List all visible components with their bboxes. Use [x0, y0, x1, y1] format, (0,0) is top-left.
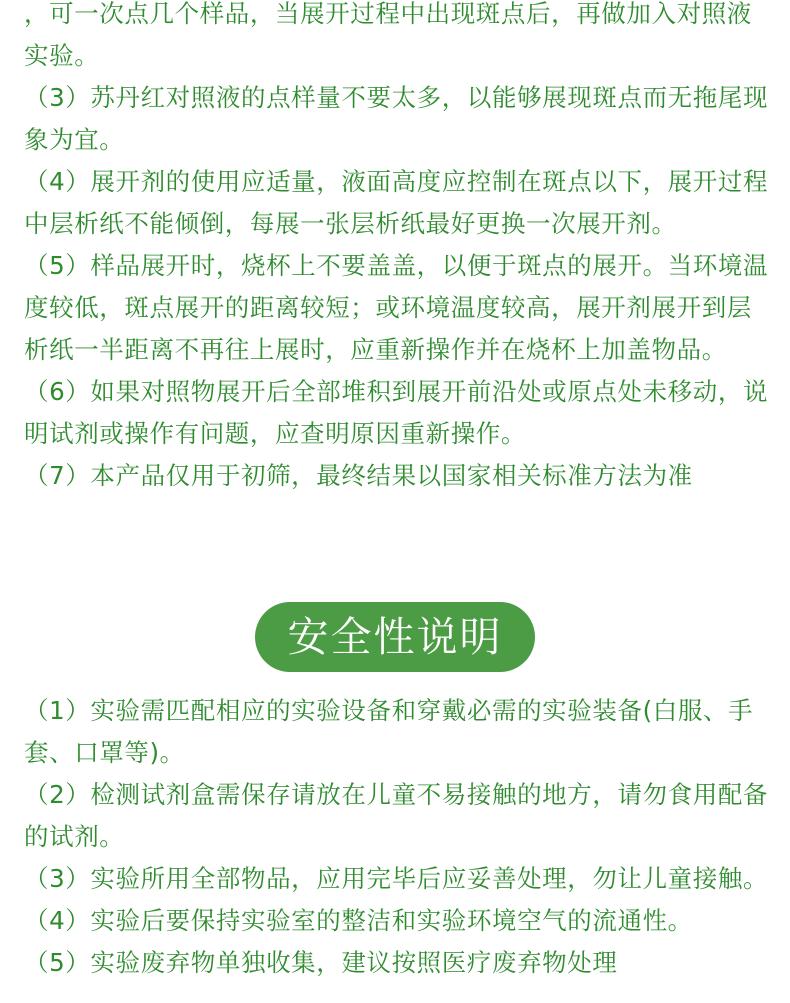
usage-notes-section	[24, 0, 776, 497]
safety-section	[24, 690, 776, 984]
note-paragraph: （5）样品展开时，烧杯上不要盖盖，以便于斑点的展开。当环境温度较低，斑点展开的距离较短；或环境温度较高，展开剂展开到层析纸一半距离不再往上展时，应重新操作并在烧杯上加盖物品。	[24, 251, 769, 364]
safety-paragraph: （5）实验废弃物单独收集，建议按照医疗废弃物处理	[24, 948, 618, 977]
safety-paragraph: （2）检测试剂盒需保存请放在儿童不易接触的地方，请勿食用配备的试剂。	[24, 780, 769, 851]
safety-paragraph: （1）实验需匹配相应的实验设备和穿戴必需的实验装备(白服、手套、口罩等)。	[24, 696, 754, 767]
safety-heading: 安全性说明	[255, 602, 535, 672]
note-paragraph: （4）展开剂的使用应适量，液面高度应控制在斑点以下，展开过程中层析纸不能倾倒，每展一张层析纸最好更换一次展开剂。	[24, 167, 769, 238]
note-paragraph: （6）如果对照物展开后全部堆积到展开前沿处或原点处未移动，说明试剂或操作有问题，应查明原因重新操作。	[24, 377, 769, 448]
note-paragraph: （3）苏丹红对照液的点样量不要太多，以能够展现斑点而无拖尾现象为宜。	[24, 83, 769, 154]
safety-paragraph: （3）实验所用全部物品，应用完毕后应妥善处理，勿让儿童接触。	[24, 864, 769, 893]
note-paragraph: （7）本产品仅用于初筛，最终结果以国家相关标准方法为准	[24, 461, 693, 490]
safety-paragraph: （4）实验后要保持实验室的整洁和实验环境空气的流通性。	[24, 906, 693, 935]
note-paragraph: ，可一次点几个样品，当展开过程中出现斑点后，再做加入对照液实验。	[24, 0, 752, 70]
